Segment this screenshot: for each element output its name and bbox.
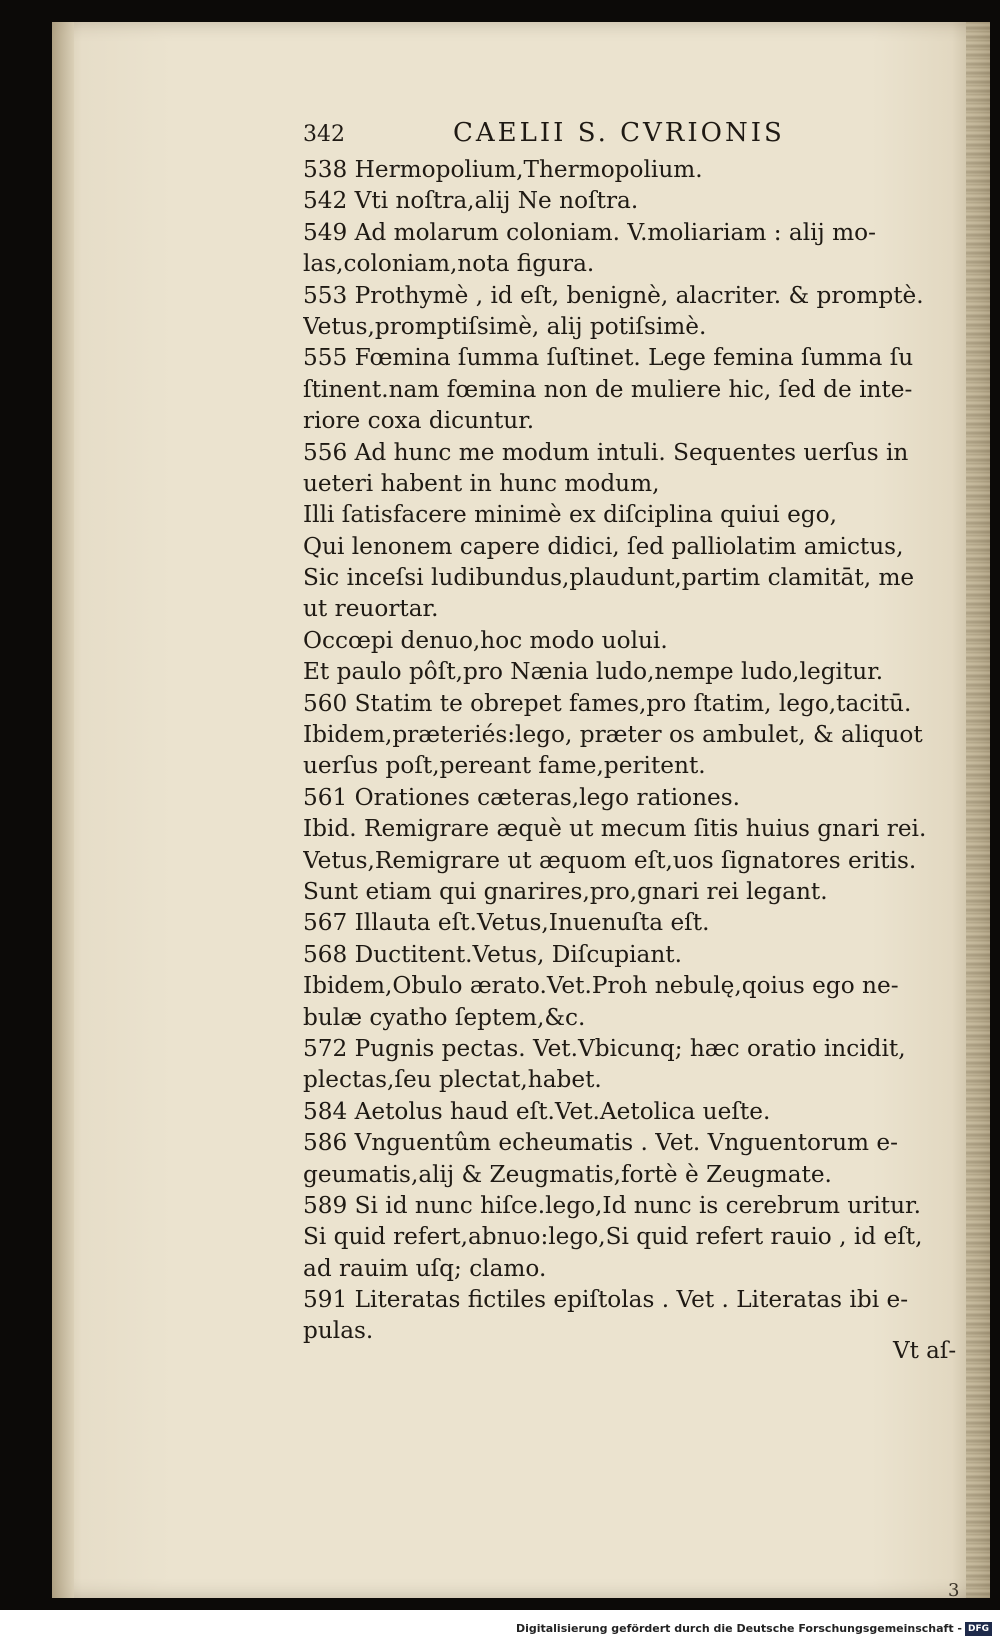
text-line: ueteri habent in hunc modum,: [303, 469, 660, 497]
text-line: Vetus,promptiſsimè, alij potiſsimè.: [303, 312, 707, 340]
running-head-title: CAELII S. CVRIONIS: [453, 118, 785, 148]
text-line: 591 Literatas fictiles epiſtolas . Vet . Literatas ibi e-: [303, 1286, 909, 1314]
text-line: 538 Hermopolium,Thermopolium.: [303, 156, 703, 183]
text-line: 567 Illauta eſt.Vetus,Inuenuſta eſt.: [303, 909, 710, 937]
catchword: Vt aſ-: [893, 1338, 957, 1364]
text-line: plectas,ſeu plectat,habet.: [303, 1066, 602, 1094]
text-line: 561 Orationes cæteras,lego rationes.: [303, 783, 741, 811]
text-line: ut reuortar.: [303, 595, 439, 623]
text-line: uerſus poſt,pereant fame,peritent.: [303, 752, 706, 780]
running-head: [303, 118, 971, 154]
text-block: [303, 118, 971, 1347]
page-gutter: [52, 22, 74, 1598]
footer-bar: [0, 1620, 1000, 1639]
text-line: Sunt etiam qui gnarires,pro,gnari rei legant.: [303, 877, 828, 905]
text-line: Ibidem,præteriés:lego, præter os ambulet, & aliquot: [303, 721, 923, 749]
text-line: 560 Statim te obrepet fames,pro ſtatim, lego,tacitū.: [303, 689, 912, 717]
text-line: ad rauim uſq; clamo.: [303, 1254, 547, 1282]
text-line: 589 Si id nunc hiſce.lego,Id nunc is cerebrum uritur.: [303, 1191, 921, 1219]
text-line: Vetus,Remigrare ut æquom eſt,uos ſignatores eritis.: [303, 846, 917, 874]
text-line: Illi ſatisfacere minimè ex diſciplina quiui ego,: [303, 501, 837, 529]
text-line: las,coloniam,nota figura.: [303, 250, 595, 278]
text-line: pulas.: [303, 1317, 374, 1345]
text-line: 542 Vti noſtra,alij Ne noſtra.: [303, 187, 639, 215]
signature-mark: 3: [948, 1580, 960, 1601]
text-line: 584 Aetolus haud eſt.Vet.Aetolica ueſte.: [303, 1097, 771, 1125]
text-line: Et paulo pôſt,pro Nænia ludo,nempe ludo,legitur.: [303, 658, 884, 686]
text-line: Ibid. Remigrare æquè ut mecum ſitis huius gnari rei.: [303, 815, 927, 843]
text-line: 553 Prothymè , id eſt, benignè, alacriter. & promptè.: [303, 281, 924, 309]
text-line: Occœpi denuo,hoc modo uolui.: [303, 626, 668, 654]
text-line: Qui lenonem capere didici, ſed palliolatim amictus,: [303, 532, 904, 560]
page-number: 342: [303, 122, 345, 147]
text-line: Si quid refert,abnuo:lego,Si quid refert rauio , id eſt,: [303, 1223, 923, 1251]
dfg-logo-icon: DFG: [965, 1622, 992, 1636]
footer-credit: Digitalisierung gefördert durch die Deutsche Forschungsgemeinschaft -: [515, 1622, 962, 1635]
text-line: 572 Pugnis pectas. Vet.Vbicunq; hæc oratio incidit,: [303, 1034, 906, 1062]
text-line: 549 Ad molarum coloniam. V.moliariam : alij mo-: [303, 218, 876, 246]
text-line: 555 Fœmina ſumma ſuſtinet. Lege femina ſumma ſu: [303, 344, 914, 372]
text-line: bulæ cyatho ſeptem,&c.: [303, 1003, 586, 1031]
text-line: Ibidem,Obulo ærato.Vet.Proh nebulę,qoius ego ne-: [303, 972, 899, 1000]
text-line: geumatis,alij & Zeugmatis,fortè è Zeugmate.: [303, 1160, 832, 1188]
text-line: 586 Vnguentûm echeumatis . Vet. Vnguentorum e-: [303, 1129, 898, 1157]
body-text: [303, 154, 971, 1347]
text-line: ſtinent.nam fœmina non de muliere hic, ſed de inte-: [303, 375, 913, 403]
text-line: 568 Ductitent.Vetus, Diſcupiant.: [303, 940, 682, 968]
text-line: riore coxa dicuntur.: [303, 407, 535, 435]
text-line: Sic inceſsi ludibundus,plaudunt,partim clamitāt, me: [303, 564, 915, 592]
text-line: 556 Ad hunc me modum intuli. Sequentes uerſus in: [303, 438, 909, 466]
